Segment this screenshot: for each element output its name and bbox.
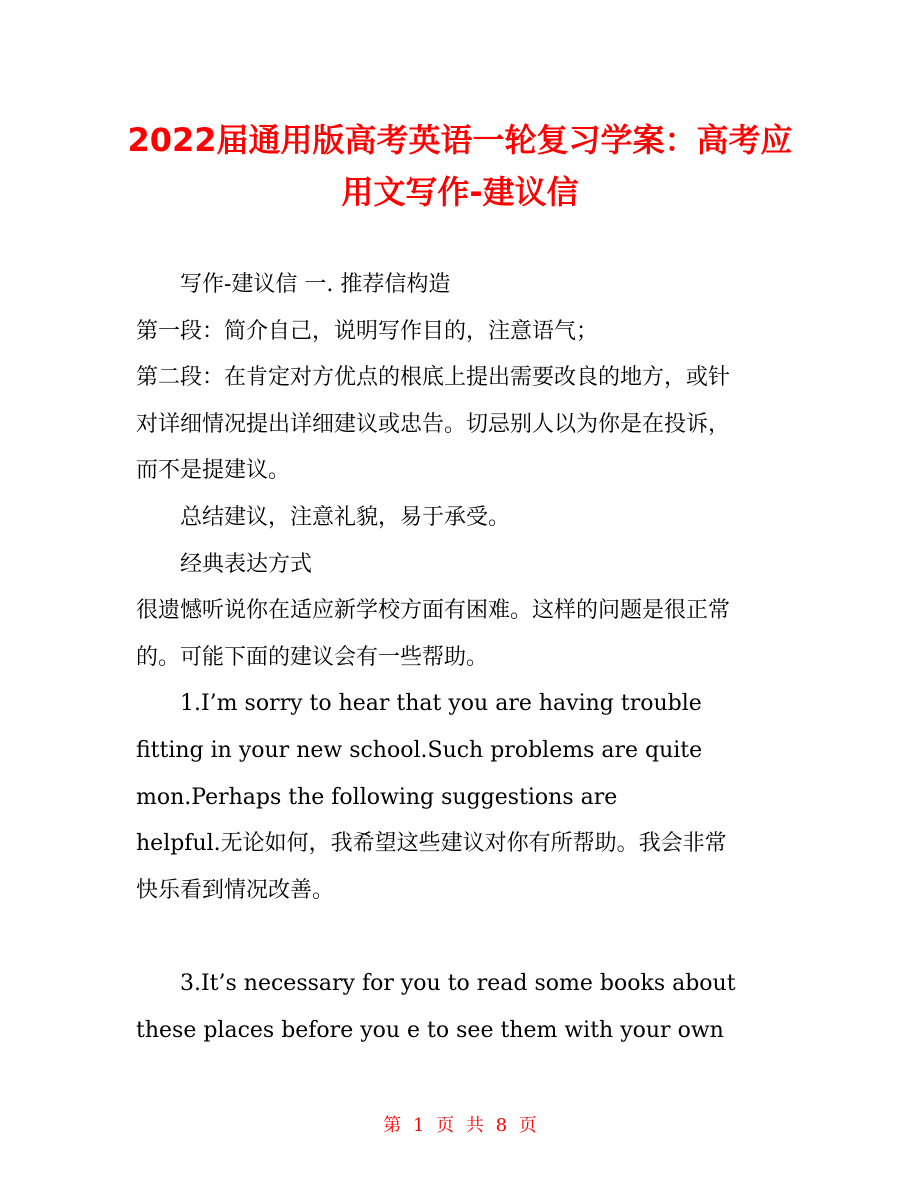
document-title-line-2: 用文写作-建议信 (341, 173, 579, 211)
blank-line (136, 914, 796, 961)
paragraph-line: helpful.无论如何，我希望这些建议对你有所帮助。我会非常 (136, 831, 727, 857)
paragraph-line: fitting in your new school.Such problems are quite (136, 737, 703, 763)
page-number-footer: 第 1 页 共 8 页 (383, 1115, 537, 1136)
paragraph-line: 经典表达方式 (180, 551, 313, 577)
paragraph-line: these places before you e to see them with your own (136, 1017, 724, 1043)
paragraph-line: 第一段：简介自己，说明写作目的，注意语气； (136, 318, 599, 344)
paragraph-line: 第二段：在肯定对方优点的根底上提出需要改良的地方，或针 (136, 365, 731, 391)
document-title-line-1: 2022届通用版高考英语一轮复习学案：高考应 (127, 121, 793, 159)
paragraph-line: 很遗憾听说你在适应新学校方面有困难。这样的问题是很正常 (136, 598, 731, 624)
paragraph-line: 1.I’m sorry to hear that you are having trouble (180, 691, 702, 717)
paragraph-line: 而不是提建议。 (136, 458, 291, 484)
paragraph-line: 3.It’s necessary for you to read some books about (180, 970, 736, 996)
paragraph-line: 写作-建议信 一. 推荐信构造 (180, 272, 451, 297)
paragraph-line: 对详细情况提出详细建议或忠告。切忌别人以为你是在投诉， (136, 411, 731, 437)
paragraph-line: 总结建议，注意礼貌，易于承受。 (180, 504, 511, 530)
paragraph-line: 快乐看到情况改善。 (136, 877, 335, 903)
paragraph-line: 的。可能下面的建议会有一些帮助。 (136, 644, 489, 670)
paragraph-line: mon.Perhaps the following suggestions are (136, 784, 618, 810)
document-body (136, 262, 796, 1054)
